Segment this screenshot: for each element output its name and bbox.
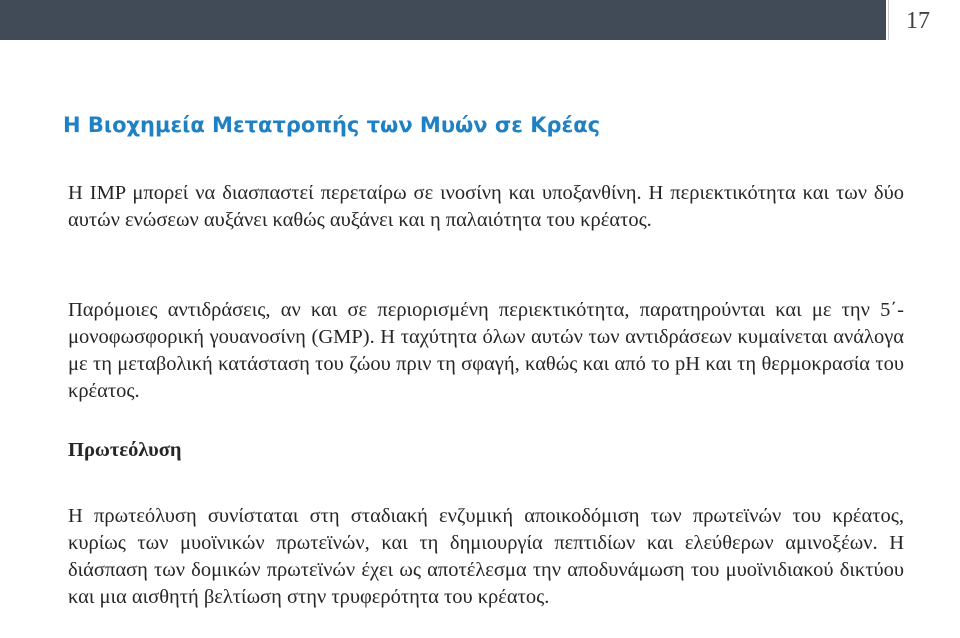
paragraph-imp: Η IMP μπορεί να διασπαστεί περεταίρω σε ινοσίνη και υποξανθίνη. Η περιεκτικότητα και των δύο αυτών ενώσεων αυξάνει καθώς αυξάνει και η παλαιότητα του κρέατος.: [68, 182, 904, 231]
paragraph-gmp: Παρόμοιες αντιδράσεις, αν και σε περιορισμένη περιεκτικότητα, παρατηρούνται και με την 5΄-μονοφωσφορική γουανοσίνη (GMP). Η ταχύτητα όλων αυτών των αντιδράσεων κυμαίνεται ανάλογα με τη μεταβολική κατάσταση του ζώου πριν τη σφαγή, καθώς και από το pH και τη θερμοκρασία του κρέατος.: [68, 299, 904, 402]
slide-title: Η Βιοχημεία Μετατροπής των Μυών σε Κρέας: [63, 113, 601, 137]
page-number: 17: [906, 8, 930, 34]
paragraph-proteolysis: Η πρωτεόλυση συνίσταται στη σταδιακή ενζυμική αποικοδόμιση των πρωτεϊνών του κρέατος, κυρίως των μυοϊνικών πρωτεϊνών, και τη δημιουργία πεπτιδίων και ελεύθερων αμινοξέων. Η διάσπαση των δομικών πρωτεϊνών έχει ως αποτέλεσμα την αποδυνάμωση του μυοϊνιδιακού δικτύου και μια αισθητή βελτίωση στην τρυφερότητα του κρέατος.: [68, 505, 904, 608]
page-number-box: [888, 0, 960, 40]
section-heading: Πρωτεόλυση: [68, 439, 182, 461]
header-bar: [0, 0, 886, 40]
